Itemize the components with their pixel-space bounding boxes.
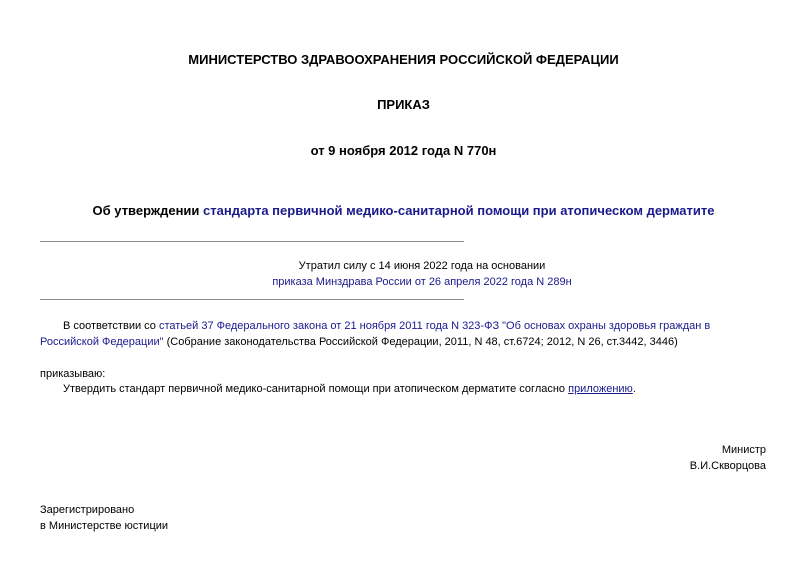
repeal-order-link[interactable]: приказа Минздрава России от 26 апреля 2022 года N 289н [272, 276, 572, 288]
approval-suffix: . [632, 383, 636, 395]
appendix-link[interactable]: приложению [568, 383, 633, 395]
preamble-suffix: (Собрание законодательства Российской Федерации, 2011, N 48, ст.6724; 2012, N 26, ст.3442, 3446) [163, 336, 678, 348]
preamble-paragraph [40, 318, 770, 350]
status-line-link-wrap [40, 275, 804, 289]
registration-line-1: Зарегистрировано [40, 504, 135, 516]
document-date-number: от 9 ноября 2012 года N 770н [310, 143, 497, 158]
ministry-heading: МИНИСТЕРСТВО ЗДРАВООХРАНЕНИЯ РОССИЙСКОЙ ФЕДЕРАЦИИ [188, 52, 619, 67]
federal-law-link[interactable]: статьей 37 Федерального закона от 21 ноября 2011 года N 323-ФЗ "Об основах охраны здоровья граждан в Российской Федерации" [40, 320, 711, 348]
approval-paragraph [40, 381, 770, 397]
bottom-divider [40, 299, 464, 300]
status-line: Утратил силу с 14 июня 2022 года на основании [298, 260, 546, 272]
document-title-link[interactable]: стандарта первичной медико-санитарной помощи при атопическом дерматите [203, 203, 715, 218]
document-title-prefix: Об утверждении [92, 203, 204, 218]
document-type: ПРИКАЗ [377, 97, 430, 112]
registration-line-2: в Министерстве юстиции [40, 520, 169, 532]
approval-prefix: Утвердить стандарт первичной медико-санитарной помощи при атопическом дерматите согласно [63, 383, 569, 395]
preamble-prefix: В соответствии со [63, 320, 159, 332]
order-word: приказываю: [40, 368, 106, 380]
top-divider [40, 241, 464, 242]
signatory-position: Министр [721, 444, 766, 456]
document-title [0, 203, 807, 219]
signatory-name: В.И.Скворцова [689, 460, 766, 472]
